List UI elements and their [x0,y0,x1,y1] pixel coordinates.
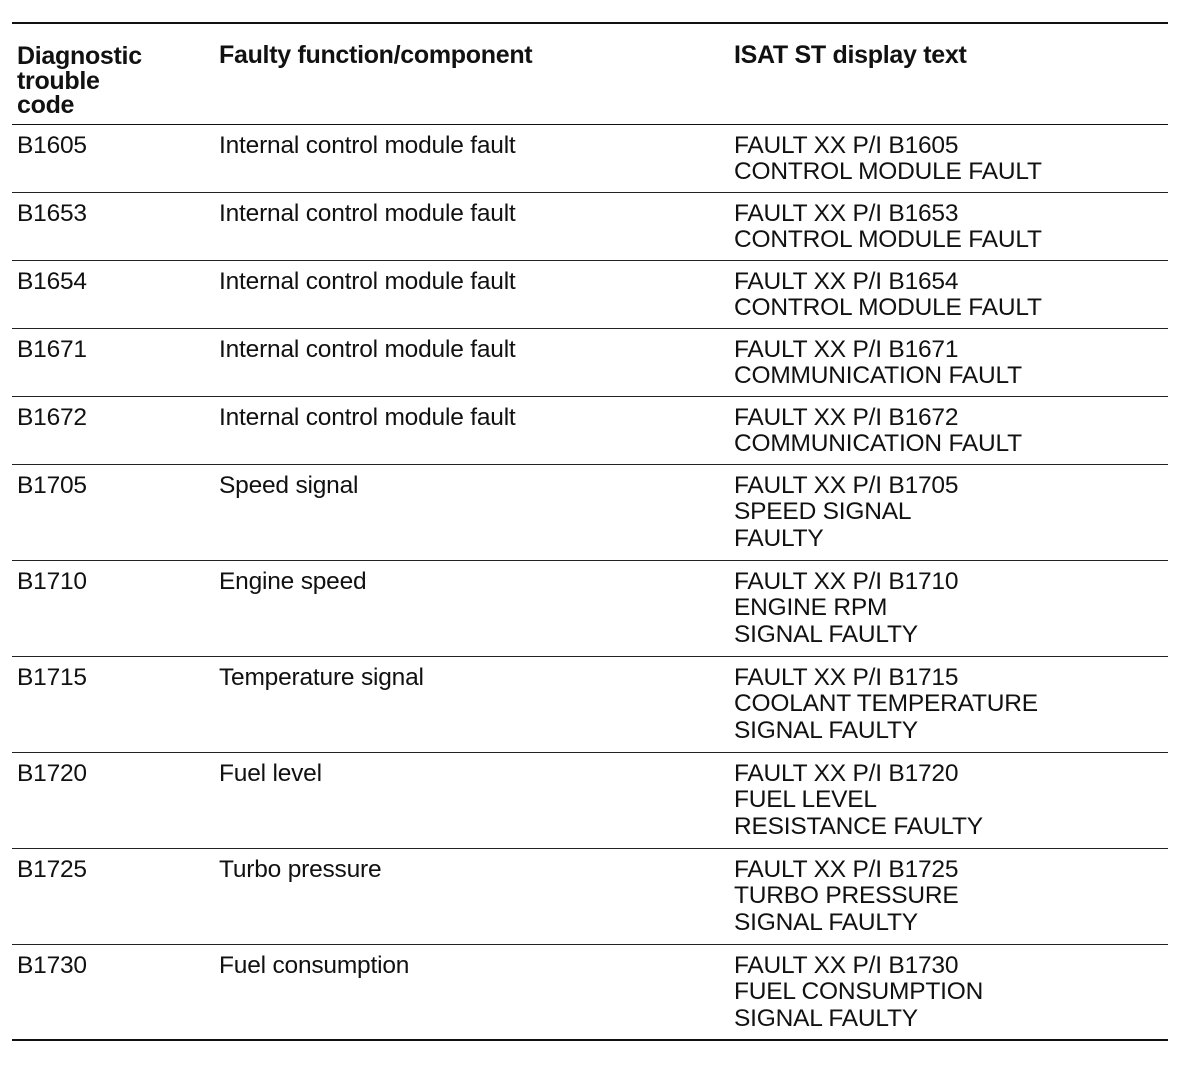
cell-code: B1705 [12,464,214,560]
display-line: FAULT XX P/I B1705 [734,471,959,499]
display-line: FAULT XX P/I B1671 [734,335,959,363]
table-row [12,944,1168,1040]
table-row [12,124,1168,192]
cell-code: B1725 [12,848,214,944]
cell-display [729,944,1168,1040]
header-code [12,23,214,124]
table-row [12,464,1168,560]
cell-code: B1715 [12,656,214,752]
cell-display [729,124,1168,192]
cell-display [729,192,1168,260]
display-line: FUEL CONSUMPTION [734,978,984,1006]
display-line: CONTROL MODULE FAULT [734,158,1042,186]
table-row [12,192,1168,260]
cell-function: Internal control module fault [214,192,729,260]
cell-function: Internal control module fault [214,124,729,192]
display-line: FAULT XX P/I B1654 [734,267,959,295]
dtc-table [12,22,1168,1041]
table-row [12,260,1168,328]
cell-display [729,328,1168,396]
display-line: FAULT XX P/I B1653 [734,199,959,227]
cell-function: Fuel consumption [214,944,729,1040]
cell-code: B1710 [12,560,214,656]
display-line: SIGNAL FAULTY [734,717,918,745]
display-line: SIGNAL FAULTY [734,909,918,937]
display-line: COMMUNICATION FAULT [734,362,1022,390]
table-row [12,328,1168,396]
table-row [12,656,1168,752]
cell-code: B1654 [12,260,214,328]
cell-display [729,260,1168,328]
display-line: TURBO PRESSURE [734,882,959,910]
cell-function: Internal control module fault [214,396,729,464]
header-display: ISAT ST display text [729,23,1168,124]
table-row [12,560,1168,656]
table-header [12,23,1168,124]
table-body [12,124,1168,1040]
cell-function: Engine speed [214,560,729,656]
display-line: FAULT XX P/I B1672 [734,403,959,431]
cell-display [729,396,1168,464]
display-line: ENGINE RPM [734,594,888,622]
display-line: FAULT XX P/I B1710 [734,567,959,595]
header-code-label: Diagnostic trouble code [17,42,142,119]
cell-display [729,848,1168,944]
display-line: SIGNAL FAULTY [734,1005,918,1033]
cell-code: B1720 [12,752,214,848]
display-line: COMMUNICATION FAULT [734,430,1022,458]
cell-code: B1672 [12,396,214,464]
cell-display [729,656,1168,752]
cell-code: B1653 [12,192,214,260]
display-line: FAULT XX P/I B1605 [734,131,959,159]
cell-display [729,464,1168,560]
table-row [12,848,1168,944]
cell-display [729,752,1168,848]
display-line: FUEL LEVEL [734,786,877,814]
display-line: FAULTY [734,525,824,553]
header-function: Faulty function/component [214,23,729,124]
display-line: FAULT XX P/I B1730 [734,951,959,979]
cell-function: Temperature signal [214,656,729,752]
cell-function: Turbo pressure [214,848,729,944]
table-row [12,752,1168,848]
cell-display [729,560,1168,656]
display-line: CONTROL MODULE FAULT [734,226,1042,254]
display-line: SPEED SIGNAL [734,498,912,526]
cell-function: Speed signal [214,464,729,560]
display-line: RESISTANCE FAULTY [734,813,983,841]
cell-code: B1605 [12,124,214,192]
display-line: FAULT XX P/I B1715 [734,663,959,691]
display-line: SIGNAL FAULTY [734,621,918,649]
display-line: CONTROL MODULE FAULT [734,294,1042,322]
header-row [12,23,1168,124]
table-row [12,396,1168,464]
cell-function: Fuel level [214,752,729,848]
cell-code: B1671 [12,328,214,396]
cell-code: B1730 [12,944,214,1040]
display-line: FAULT XX P/I B1720 [734,759,959,787]
cell-function: Internal control module fault [214,328,729,396]
display-line: FAULT XX P/I B1725 [734,855,959,883]
display-line: COOLANT TEMPERATURE [734,690,1038,718]
cell-function: Internal control module fault [214,260,729,328]
